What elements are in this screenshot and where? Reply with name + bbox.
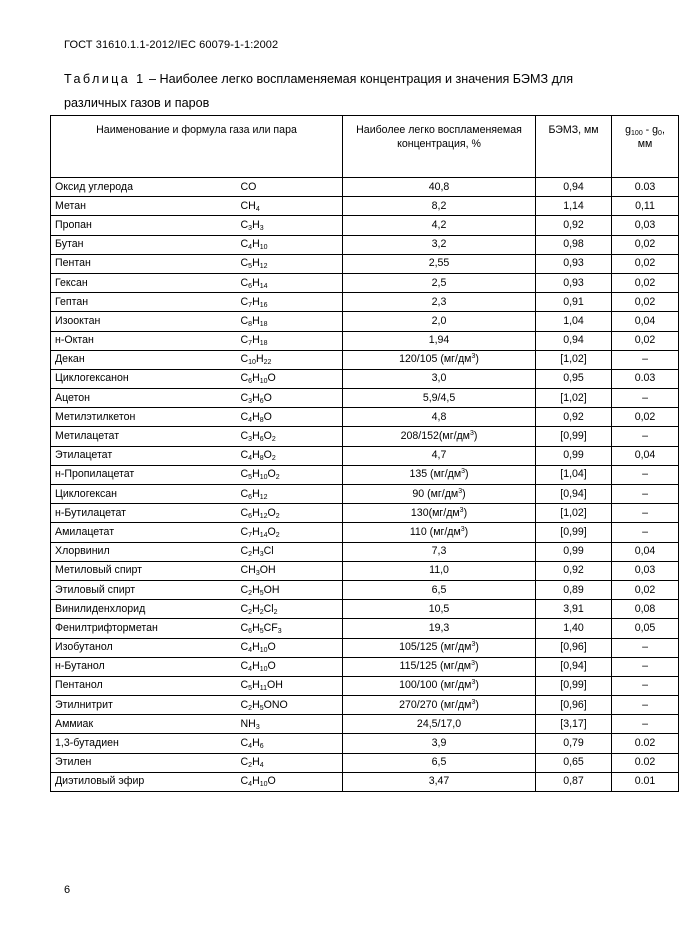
gas-formula: $C_4H_6$ bbox=[239, 734, 343, 753]
bemz-value: [0,96] bbox=[536, 696, 612, 715]
table-row bbox=[51, 619, 679, 638]
header-g-difference: $g_{100} - g_0$, мм bbox=[612, 116, 679, 178]
table-row bbox=[51, 638, 679, 657]
gas-name: Изооктан bbox=[51, 312, 239, 331]
gas-name: Декан bbox=[51, 350, 239, 369]
bemz-value: 1,14 bbox=[536, 197, 612, 216]
bemz-value: [1,02] bbox=[536, 504, 612, 523]
concentration-value: 115/125 $(мг/дм^3)$ bbox=[343, 657, 536, 676]
bemz-value: 0,99 bbox=[536, 446, 612, 465]
table-row bbox=[51, 197, 679, 216]
g-difference-value: 0,02 bbox=[612, 273, 679, 292]
g-difference-value: 0,05 bbox=[612, 619, 679, 638]
concentration-value: 270/270 $(мг/дм^3)$ bbox=[343, 696, 536, 715]
g-difference-value: – bbox=[612, 676, 679, 695]
g-difference-value: 0,02 bbox=[612, 293, 679, 312]
g-difference-value: – bbox=[612, 465, 679, 484]
concentration-value: 5,9/4,5 bbox=[343, 389, 536, 408]
bemz-value: 0,94 bbox=[536, 178, 612, 197]
g-difference-value: – bbox=[612, 523, 679, 542]
table-row bbox=[51, 178, 679, 197]
table-row bbox=[51, 369, 679, 388]
g-difference-value: 0,03 bbox=[612, 216, 679, 235]
gas-formula: $C_2H_5OH$ bbox=[239, 580, 343, 599]
bemz-value: [0,96] bbox=[536, 638, 612, 657]
bemz-value: 0,95 bbox=[536, 369, 612, 388]
concentration-value: 1,94 bbox=[343, 331, 536, 350]
table-row bbox=[51, 465, 679, 484]
bemz-value: [0,99] bbox=[536, 676, 612, 695]
gas-formula: $C_4H_{10}$ bbox=[239, 235, 343, 254]
bemz-value: 0,92 bbox=[536, 561, 612, 580]
gas-name: Метилэтилкетон bbox=[51, 408, 239, 427]
gas-name: Этиловый спирт bbox=[51, 580, 239, 599]
bemz-value: [0,99] bbox=[536, 523, 612, 542]
table-row bbox=[51, 580, 679, 599]
gas-name: Фенилтрифторметан bbox=[51, 619, 239, 638]
concentration-value: 105/125 $(мг/дм^3)$ bbox=[343, 638, 536, 657]
gas-name: Изобутанол bbox=[51, 638, 239, 657]
table-row bbox=[51, 696, 679, 715]
gas-formula: $C_7H_{18}$ bbox=[239, 331, 343, 350]
g-difference-value: – bbox=[612, 350, 679, 369]
table-row bbox=[51, 523, 679, 542]
gas-formula: $C_2H_3Cl$ bbox=[239, 542, 343, 561]
gas-formula: $C_3H_6O$ bbox=[239, 389, 343, 408]
gas-formula: $C_6H_{10}O$ bbox=[239, 369, 343, 388]
table-row bbox=[51, 216, 679, 235]
gas-formula: $C_5H_{10}O_2$ bbox=[239, 465, 343, 484]
bemz-value: [0,94] bbox=[536, 657, 612, 676]
table-body bbox=[51, 178, 679, 792]
concentration-value: 10,5 bbox=[343, 600, 536, 619]
bemz-value: 0,65 bbox=[536, 753, 612, 772]
table-row bbox=[51, 772, 679, 791]
table-row bbox=[51, 600, 679, 619]
concentration-value: 3,47 bbox=[343, 772, 536, 791]
g-difference-value: – bbox=[612, 715, 679, 734]
concentration-value: 3,2 bbox=[343, 235, 536, 254]
bemz-value: [3,17] bbox=[536, 715, 612, 734]
g-difference-value: 0,02 bbox=[612, 331, 679, 350]
gas-name: Этилацетат bbox=[51, 446, 239, 465]
gas-name: н-Бутилацетат bbox=[51, 504, 239, 523]
g-difference-value: 0.01 bbox=[612, 772, 679, 791]
table-row bbox=[51, 676, 679, 695]
bemz-value: [0,94] bbox=[536, 485, 612, 504]
concentration-value: 19,3 bbox=[343, 619, 536, 638]
concentration-value: 7,3 bbox=[343, 542, 536, 561]
bemz-value: 0,92 bbox=[536, 216, 612, 235]
gas-name: 1,3-бутадиен bbox=[51, 734, 239, 753]
gas-formula: $C_4H_{10}O$ bbox=[239, 772, 343, 791]
table-row bbox=[51, 350, 679, 369]
table-row bbox=[51, 446, 679, 465]
gas-properties-table bbox=[50, 115, 679, 792]
table-row bbox=[51, 542, 679, 561]
concentration-value: 2,55 bbox=[343, 254, 536, 273]
bemz-value: 0,87 bbox=[536, 772, 612, 791]
gas-formula: $C_4H_{10}O$ bbox=[239, 638, 343, 657]
gas-formula: $C_6H_{12}$ bbox=[239, 485, 343, 504]
gas-formula: $C_2H_4$ bbox=[239, 753, 343, 772]
gas-formula: $C_7H_{14}O_2$ bbox=[239, 523, 343, 542]
table-row bbox=[51, 389, 679, 408]
concentration-value: 6,5 bbox=[343, 580, 536, 599]
gas-name: Гептан bbox=[51, 293, 239, 312]
bemz-value: [1,02] bbox=[536, 350, 612, 369]
g-difference-value: 0.03 bbox=[612, 369, 679, 388]
concentration-value: 6,5 bbox=[343, 753, 536, 772]
table-row bbox=[51, 273, 679, 292]
bemz-value: 0,99 bbox=[536, 542, 612, 561]
gas-name: Гексан bbox=[51, 273, 239, 292]
g-difference-value: – bbox=[612, 504, 679, 523]
table-row bbox=[51, 235, 679, 254]
concentration-value: 8,2 bbox=[343, 197, 536, 216]
gas-name: Метан bbox=[51, 197, 239, 216]
bemz-value: 0,98 bbox=[536, 235, 612, 254]
gas-name: Оксид углерода bbox=[51, 178, 239, 197]
table-row bbox=[51, 657, 679, 676]
concentration-value: 3,0 bbox=[343, 369, 536, 388]
g-difference-value: – bbox=[612, 696, 679, 715]
gas-formula: $C_6H_{12}O_2$ bbox=[239, 504, 343, 523]
header-name-formula: Наименование и формула газа или пара bbox=[51, 116, 343, 178]
table-row bbox=[51, 312, 679, 331]
concentration-value: 110 $(мг/дм^3)$ bbox=[343, 523, 536, 542]
gas-name: Пентан bbox=[51, 254, 239, 273]
gas-name: Этилен bbox=[51, 753, 239, 772]
g-difference-value: 0,08 bbox=[612, 600, 679, 619]
gas-formula: $C_2H_5ONO$ bbox=[239, 696, 343, 715]
bemz-value: 3,91 bbox=[536, 600, 612, 619]
gas-formula: $C_8H_{18}$ bbox=[239, 312, 343, 331]
bemz-value: 0,94 bbox=[536, 331, 612, 350]
g-difference-value: – bbox=[612, 427, 679, 446]
table-row bbox=[51, 485, 679, 504]
bemz-value: [0,99] bbox=[536, 427, 612, 446]
bemz-value: 0,93 bbox=[536, 273, 612, 292]
gas-formula: $C_6H_5CF_3$ bbox=[239, 619, 343, 638]
document-header: ГОСТ 31610.1.1-2012/IEC 60079-1-1:2002 bbox=[64, 39, 279, 51]
gas-name: Аммиак bbox=[51, 715, 239, 734]
gas-name: н-Бутанол bbox=[51, 657, 239, 676]
bemz-value: 0,79 bbox=[536, 734, 612, 753]
gas-formula: $CH_4$ bbox=[239, 197, 343, 216]
concentration-value: 4,8 bbox=[343, 408, 536, 427]
header-concentration: Наиболее легко воспламеняемая концентрация, % bbox=[343, 116, 536, 178]
table-row bbox=[51, 753, 679, 772]
g-difference-value: 0,11 bbox=[612, 197, 679, 216]
table-caption-prefix: Таблица 1 bbox=[64, 72, 146, 86]
g-difference-value: 0,04 bbox=[612, 312, 679, 331]
gas-name: Этилнитрит bbox=[51, 696, 239, 715]
bemz-value: [1,02] bbox=[536, 389, 612, 408]
gas-formula: $C_3H_3$ bbox=[239, 216, 343, 235]
concentration-value: 40,8 bbox=[343, 178, 536, 197]
header-bemz: БЭМЗ, мм bbox=[536, 116, 612, 178]
g-difference-value: 0,04 bbox=[612, 446, 679, 465]
table-row bbox=[51, 504, 679, 523]
gas-name: н-Октан bbox=[51, 331, 239, 350]
concentration-value: 2,0 bbox=[343, 312, 536, 331]
g-difference-value: 0.03 bbox=[612, 178, 679, 197]
gas-name: Циклогексанон bbox=[51, 369, 239, 388]
gas-name: Метиловый спирт bbox=[51, 561, 239, 580]
concentration-value: 2,3 bbox=[343, 293, 536, 312]
gas-name: Циклогексан bbox=[51, 485, 239, 504]
table-row bbox=[51, 561, 679, 580]
gas-formula: $C_6H_{14}$ bbox=[239, 273, 343, 292]
bemz-value: 0,91 bbox=[536, 293, 612, 312]
gas-name: Пентанол bbox=[51, 676, 239, 695]
gas-formula: $C_4H_{10}O$ bbox=[239, 657, 343, 676]
concentration-value: 135 $(мг/дм^3)$ bbox=[343, 465, 536, 484]
gas-formula: $C_5H_{12}$ bbox=[239, 254, 343, 273]
g-difference-value: – bbox=[612, 657, 679, 676]
g-difference-value: 0,02 bbox=[612, 580, 679, 599]
g-difference-value: – bbox=[612, 638, 679, 657]
concentration-value: 3,9 bbox=[343, 734, 536, 753]
g-difference-value: 0.02 bbox=[612, 734, 679, 753]
gas-name: Пропан bbox=[51, 216, 239, 235]
g-difference-value: 0,02 bbox=[612, 254, 679, 273]
concentration-value: 11,0 bbox=[343, 561, 536, 580]
table-caption-text: – Наиболее легко воспламеняемая концентрация и значения БЭМЗ для различных газов и паров bbox=[64, 72, 574, 110]
gas-formula: $C_3H_6O_2$ bbox=[239, 427, 343, 446]
gas-name: Диэтиловый эфир bbox=[51, 772, 239, 791]
table-caption bbox=[64, 67, 624, 115]
page-number: 6 bbox=[64, 884, 71, 896]
g-difference-value: – bbox=[612, 389, 679, 408]
gas-formula: $CH_3OH$ bbox=[239, 561, 343, 580]
table-row bbox=[51, 254, 679, 273]
gas-formula: $C_2H_2Cl_2$ bbox=[239, 600, 343, 619]
gas-formula: $C_{10}H_{22}$ bbox=[239, 350, 343, 369]
gas-formula: $C_5H_{11}OH$ bbox=[239, 676, 343, 695]
gas-name: Метилацетат bbox=[51, 427, 239, 446]
table-row bbox=[51, 734, 679, 753]
concentration-value: 24,5/17,0 bbox=[343, 715, 536, 734]
gas-name: Хлорвинил bbox=[51, 542, 239, 561]
g-difference-value: 0.02 bbox=[612, 753, 679, 772]
concentration-value: 4,7 bbox=[343, 446, 536, 465]
concentration-value: 4,2 bbox=[343, 216, 536, 235]
table-header-row bbox=[51, 116, 679, 178]
gas-name: Амилацетат bbox=[51, 523, 239, 542]
gas-name: Ацетон bbox=[51, 389, 239, 408]
gas-name: Бутан bbox=[51, 235, 239, 254]
g-difference-value: 0,02 bbox=[612, 408, 679, 427]
table-row bbox=[51, 293, 679, 312]
gas-formula: $C_7H_{16}$ bbox=[239, 293, 343, 312]
concentration-value: 2,5 bbox=[343, 273, 536, 292]
concentration-value: $130(мг/дм^3)$ bbox=[343, 504, 536, 523]
concentration-value: 100/100 $(мг/дм^3)$ bbox=[343, 676, 536, 695]
g-difference-value: – bbox=[612, 485, 679, 504]
table-row bbox=[51, 331, 679, 350]
gas-name: н-Пропилацетат bbox=[51, 465, 239, 484]
g-difference-value: 0,02 bbox=[612, 235, 679, 254]
gas-formula: $C_4H_8O$ bbox=[239, 408, 343, 427]
bemz-value: 0,92 bbox=[536, 408, 612, 427]
bemz-value: 1,40 bbox=[536, 619, 612, 638]
gas-formula: $C_4H_8O_2$ bbox=[239, 446, 343, 465]
bemz-value: 0,93 bbox=[536, 254, 612, 273]
bemz-value: [1,04] bbox=[536, 465, 612, 484]
bemz-value: 1,04 bbox=[536, 312, 612, 331]
concentration-value: 90 $(мг/дм^3)$ bbox=[343, 485, 536, 504]
bemz-value: 0,89 bbox=[536, 580, 612, 599]
table-row bbox=[51, 427, 679, 446]
gas-name: Винилиденхлорид bbox=[51, 600, 239, 619]
g-difference-value: 0,03 bbox=[612, 561, 679, 580]
concentration-value: 120/105 $(мг/дм^3)$ bbox=[343, 350, 536, 369]
g-difference-value: 0,04 bbox=[612, 542, 679, 561]
table-row bbox=[51, 715, 679, 734]
gas-formula: $NH_3$ bbox=[239, 715, 343, 734]
concentration-value: $208/152(мг/дм^3)$ bbox=[343, 427, 536, 446]
table-row bbox=[51, 408, 679, 427]
gas-formula: CO bbox=[239, 178, 343, 197]
